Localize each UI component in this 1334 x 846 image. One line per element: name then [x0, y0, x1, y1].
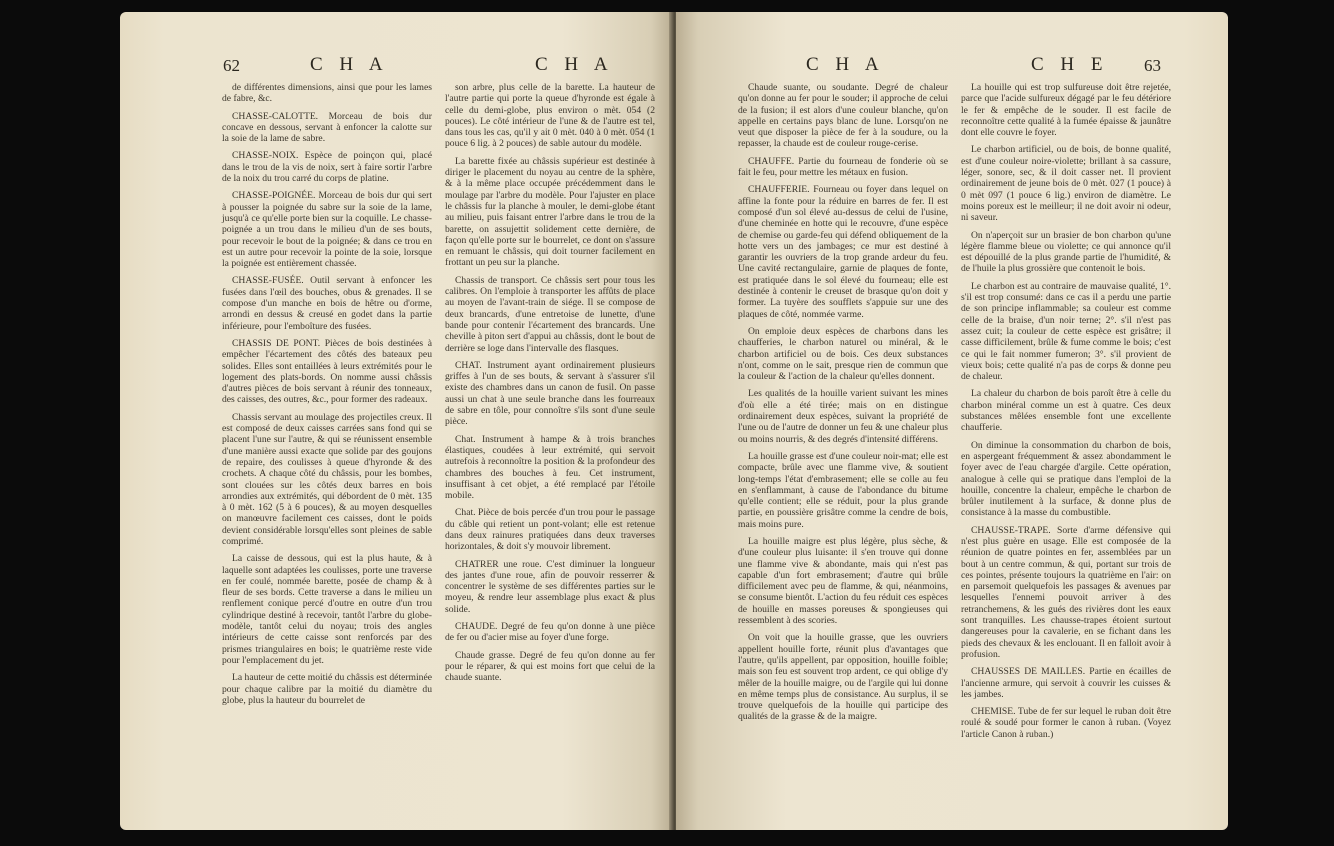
- open-book: [120, 12, 1228, 830]
- paragraph: Le charbon est au contraire de mauvaise qualité, 1°. s'il est trop consumé: dans ce cas il a perdu une partie de son principe inflammable; sa couleur est comme celle de la braise, d'un noir terne; 2°. s'il n'est pas assez cuit; la couleur de cette espèce est grisâtre; il casse difficilement, brûle & fume comme le bois; c'est ce qui le fait nommer fumeron; 3°. s'il provient de vieux bois; cette qualité n'a pas de corps & donne peu de chaleur.: [961, 280, 1171, 383]
- paragraph: La hauteur de cette moitié du châssis est déterminée pour chaque calibre par la moitié du diamètre du globe, plus la hauteur du bourrelet de: [222, 672, 432, 706]
- paragraph: Le charbon artificiel, ou de bois, de bonne qualité, est d'une couleur noire-violette; brillant à sa cassure, léger, sonore, sec, & il doit casser net. Il provient ordinairement de jeune bois de 0 mèt. 027 (1 pouce) à 0 mèt 097 (1 pouce 6 lig.) environ de diamètre. Le moins poreux est le meilleur; il ne doit avoir ni odeur, ni saveur.: [961, 144, 1171, 224]
- paragraph: Chassis de transport. Ce châssis sert pour tous les calibres. On l'emploie à transporter les affûts de place au moyen de l'avant-train de siége. Il se compose de deux brancards, d'une entretoise de lunette, d'une bande pour contenir l'écartement des brancards. Une cheville à piton sert d'appui au châssis, dont le bout de derrière se loge dans l'intervalle des flasques.: [445, 274, 655, 354]
- paragraph: CHASSE-CALOTTE. Morceau de bois dur concave en dessous, servant à enfoncer la calotte sur la soie de la lame de sabre.: [222, 110, 432, 145]
- paragraph: CHASSE-NOIX. Espèce de poinçon qui, placé dans le trou de la vis de noix, sert à faire sortir l'arbre de la noix du trou carré du corps de platine.: [222, 150, 432, 185]
- running-head-left-col1: C H A: [310, 54, 389, 75]
- paragraph: CHEMISE. Tube de fer sur lequel le ruban doit être roulé & soudé pour former le canon à ruban. (Voyez l'article Canon à ruban.): [961, 706, 1171, 740]
- page-number-left: 62: [223, 56, 240, 75]
- paragraph: CHAUSSES DE MAILLES. Partie en écailles de l'ancienne armure, qui servoit à couvrir les cuisses & les jambes.: [961, 666, 1171, 700]
- paragraph: CHASSE-POIGNÉE. Morceau de bois dur qui sert à pousser la poignée du sabre sur la soie de la lame, jusqu'à ce qu'elle porte bien sur la coquille. Le chasse-poignée a un trou dans le milieu d'un de ses bouts, pour recevoir le bout de la poignée; & dans ce trou en est un autre pour recevoir la pointe de la soie, lorsque la poignée est entièrement chassée.: [222, 190, 432, 270]
- paragraph: On emploie deux espèces de charbons dans les chaufferies, le charbon naturel ou minéral, & le charbon artificiel ou de bois. Ces deux substances n'ont, comme on le sait, presque rien de commun que la couleur & l'action de la chaleur qu'elles donnent.: [738, 325, 948, 383]
- paragraph: CHASSE-FUSÉE. Outil servant à enfoncer les fusées dans l'œil des bouches, obus & grenades. Il se compose d'un manche en bois de hêtre ou d'orme, arrondi en dessus & creusé en godet dans la partie inférieure, pour l'emboîture des fusées.: [222, 275, 432, 332]
- paragraph: CHAUFFERIE. Fourneau ou foyer dans lequel on affine la fonte pour la réduire en barres de fer. Il est composé d'un sol élevé au-dessus de celui de l'usine, d'une cheminée en hotte qui le recouvre, d'une espèce de chemise ou garde-feu qui défend obliquement de la hotte vers un des jambages; ce mur est destiné à garantir les ouvriers de la trop grande ardeur du feu. Une cavité rectangulaire, garnie de plaques de fonte, est pratiquée dans le sol élevé du fourneau; elle est destinée à contenir le creuset de brasque qu'on doit y former. La tuyère des soufflets s'appuie sur une des plaques de côté, nommée varme.: [738, 184, 948, 320]
- paragraph: La caisse de dessous, qui est la plus haute, & à laquelle sont adaptées les coulisses, porte une traverse en fer coulé, nommée barette, posée de champ & à fleur de ses bords. Cette traverse a dans le milieu un renflement conique percé d'outre en outre d'un trou cylindrique destiné à recevoir, tantôt l'arbre du globe-modèle, tantôt celui du noyau; trois des angles intérieurs de cette caisse sont renforcés par des prismes triangulaires en bois; le quatrième reste vide pour l'emplacement du jet.: [222, 553, 432, 666]
- paragraph: La houille maigre est plus légère, plus sèche, & d'une couleur plus luisante: il s'en trouve qui donne une flamme vive & abondante, mais qui n'est pas capable d'un fort embrasement; d'autre qui brûle difficilement avec peu de flamme, & qui, néanmoins, se consume bientôt. L'action du feu réduit ces espèces de houille en masses poreuses & spongieuses qui ressemblent à des scories.: [738, 535, 948, 627]
- paragraph: CHAUSSE-TRAPE. Sorte d'arme défensive qui n'est plus guère en usage. Elle est composée de la réunion de quatre pointes en fer, assemblées par un bout à un centre commun, & qui, portant sur trois de ces pointes, présente toujours la quatrième en l'air: on en parsemoit quelquefois les passages & avenues par lesquelles l'ennemi pouvoit arriver à des retranchemens, & les gués des rivières dont les eaux sont tranquilles. Les chausse-trapes étoient surtout dangereuses pour la cavalerie, en se fichant dans les pieds des chevaux & les enclouant. Il en falloit avoir à profusion.: [961, 524, 1171, 660]
- running-head-right-col1: C H A: [806, 54, 885, 75]
- paragraph: CHAUDE. Degré de feu qu'on donne à une pièce de fer ou d'acier mise au foyer d'une forge.: [445, 621, 655, 644]
- right-page: [676, 12, 1228, 830]
- paragraph: Les qualités de la houille varient suivant les mines d'où elle a été tirée; mais on en distingue ordinairement deux espèces, suivant la propriété de l'une ou de l'autre de donner un feu & une chaleur plus ou moins nourris, & des degrés d'intensité différens.: [738, 388, 948, 445]
- paragraph: La chaleur du charbon de bois paroît être à celle du charbon minéral comme un est à quatre. Ces deux substances mêlées ensemble font une excellente chaufferie.: [961, 388, 1171, 434]
- right-column-1: [738, 82, 948, 729]
- left-column-2: [445, 82, 655, 690]
- paragraph: On n'aperçoit sur un brasier de bon charbon qu'une légère flamme bleue ou violette; ce qui annonce qu'il est dépouillé de la plus grande partie de l'humidité, & de l'huile la plus grossière que contenoit le bois.: [961, 229, 1171, 275]
- paragraph: Chassis servant au moulage des projectiles creux. Il est composé de deux caisses carrées sans fond qui se placent l'une sur l'autre, & qui se réunissent ensemble d'une manière aussi exacte que solide par des goujons de repaire, des coulisses à queue d'hyronde & des crochets. A chaque côté du châssis, pour les bombes, sont clouées sur les côtés deux barres en bois arrondies aux extrémités, qui débordent de 0 mèt. 135 à 0 mèt. 162 (5 à 6 pouces), & au moyen desquelles on manœuvre facilement ces caisses, dont le poids devient considérable lorsqu'elles sont pleines de sable comprimé.: [222, 411, 432, 547]
- paragraph: CHATRER une roue. C'est diminuer la longueur des jantes d'une roue, afin de pouvoir resserrer & concentrer le système de ses différentes parties sur le moyeu, & rendre leur assemblage plus exact & plus solide.: [445, 558, 655, 615]
- paragraph: CHAT. Instrument ayant ordinairement plusieurs griffes à l'un de ses bouts, & servant à s'assurer s'il existe des chambres dans un canon de fusil. On passe aussi un chat à une seule branche dans les fourreaux de sabre en tôle, pour connoître s'ils sont d'une seule pièce.: [445, 359, 655, 428]
- paragraph: Chaude suante, ou soudante. Degré de chaleur qu'on donne au fer pour le souder; il approche de celui de la fusion; il est alors d'une couleur blanche, qu'on appelle en certains pays blanc de lune. Lorsqu'on ne veut que disposer la pièce de fer à la soudure, ou la repasser, la chaude est de couleur rouge-cerise.: [738, 82, 948, 150]
- right-column-2: [961, 82, 1171, 746]
- left-page: [120, 12, 673, 830]
- paragraph: On voit que la houille grasse, que les ouvriers appellent houille forte, réunit plus d'avantages que l'autre, qu'ils appellent, par opposition, houille foible; mais son feu est souvent trop ardent, ce qui oblige d'y mêler de la houille maigre, ou de l'argile qui lui donne en même temps plus de consistance. Au surplus, il se trouve quelquefois de la houille qui participe des qualités de la grasse & de la maigre.: [738, 632, 948, 723]
- paragraph: La barette fixée au châssis supérieur est destinée à diriger le placement du noyau au centre de la sphère, & à la même place occupée précédemment dans le moulage par l'arbre du modèle. Pour l'ajuster en place le châssis fur la planche à mouler, le demi-globe étant au milieu, puis faisant entrer l'arbre dans le trou de la barette, on assujettit solidement cette dernière, de façon qu'elle porte sur le bourrelet, ce dont on s'assure en remuant le châssis, qui doit tourner facilement en frottant un peu sur la planche.: [445, 155, 655, 269]
- running-head-left-col2: C H A: [535, 54, 614, 75]
- paragraph: Chat. Instrument à hampe & à trois branches élastiques, coudées à leur extrémité, qui servoit autrefois à reconnoître la position & la profondeur des chambres des bouches à feu. Cet instrument, insuffisant à cet objet, a été remplacé par l'étoile mobile.: [445, 433, 655, 502]
- paragraph: La houille qui est trop sulfureuse doit être rejetée, parce que l'acide sulfureux dégagé par le feu détériore le fer & empêche de le souder. Il est facile de reconnoître cette qualité à la fumée épaisse & jaunâtre dont elle couvre le foyer.: [961, 82, 1171, 139]
- paragraph: Chat. Pièce de bois percée d'un trou pour le passage du câble qui retient un pont-volant; elle est retenue dans deux rainures pratiquées dans deux traverses horizontales, & doit s'y mouvoir librement.: [445, 507, 655, 553]
- page-number-right: 63: [1144, 56, 1161, 75]
- paragraph: son arbre, plus celle de la barette. La hauteur de l'autre partie qui porte la queue d'hyronde est égale à celle du demi-globe, plus environ o mèt. 054 (2 pouces). Le côté intérieur de l'une & de l'autre est tel, dans tous les cas, qu'il y ait 0 mèt. 040 à 0 mèt. 054 (1 pouce 6 lig. à 2 pouces) de sable autour du modèle.: [445, 82, 655, 150]
- paragraph: Chaude grasse. Degré de feu qu'on donne au fer pour le réparer, & qui est moins fort que celui de la chaude suante.: [445, 649, 655, 684]
- paragraph: CHAUFFE. Partie du fourneau de fonderie où se fait le feu, pour mettre les métaux en fusion.: [738, 155, 948, 179]
- paragraph: CHASSIS DE PONT. Pièces de bois destinées à empêcher l'écartement des côtés des bateaux peu solides. Elles sont entaillées à leurs extrémités pour le logement des plats-bords. On nomme aussi châssis d'autres pièces de bois servant à réunir des tonneaux, des caisses, des outres, &c., pour former des radeaux.: [222, 337, 432, 406]
- paragraph: de différentes dimensions, ainsi que pour les lames de fabre, &c.: [222, 82, 432, 105]
- paragraph: La houille grasse est d'une couleur noir-mat; elle est compacte, brûle avec une flamme vive, & soutient long-temps l'état d'embrasement; elle se colle au feu en s'enflammant, à cause de l'abondance du bitume qu'elle contient; elle se réduit, pour la plus grande partie, en poussière grisâtre comme la cendre de bois, mais moins pure.: [738, 450, 948, 530]
- paragraph: On diminue la consommation du charbon de bois, en aspergeant fréquemment & assez abondamment le foyer avec de l'eau chargée d'argile. Cette opération, analogue à celle qui se pratique dans l'emploi de la houille, concentre la chaleur, empêche le charbon de brûler inutilement à la surface, & donne plus de consistance à la masse du combustible.: [961, 439, 1171, 519]
- left-column-1: [222, 82, 432, 712]
- running-head-right-col2: C H E: [1031, 54, 1109, 75]
